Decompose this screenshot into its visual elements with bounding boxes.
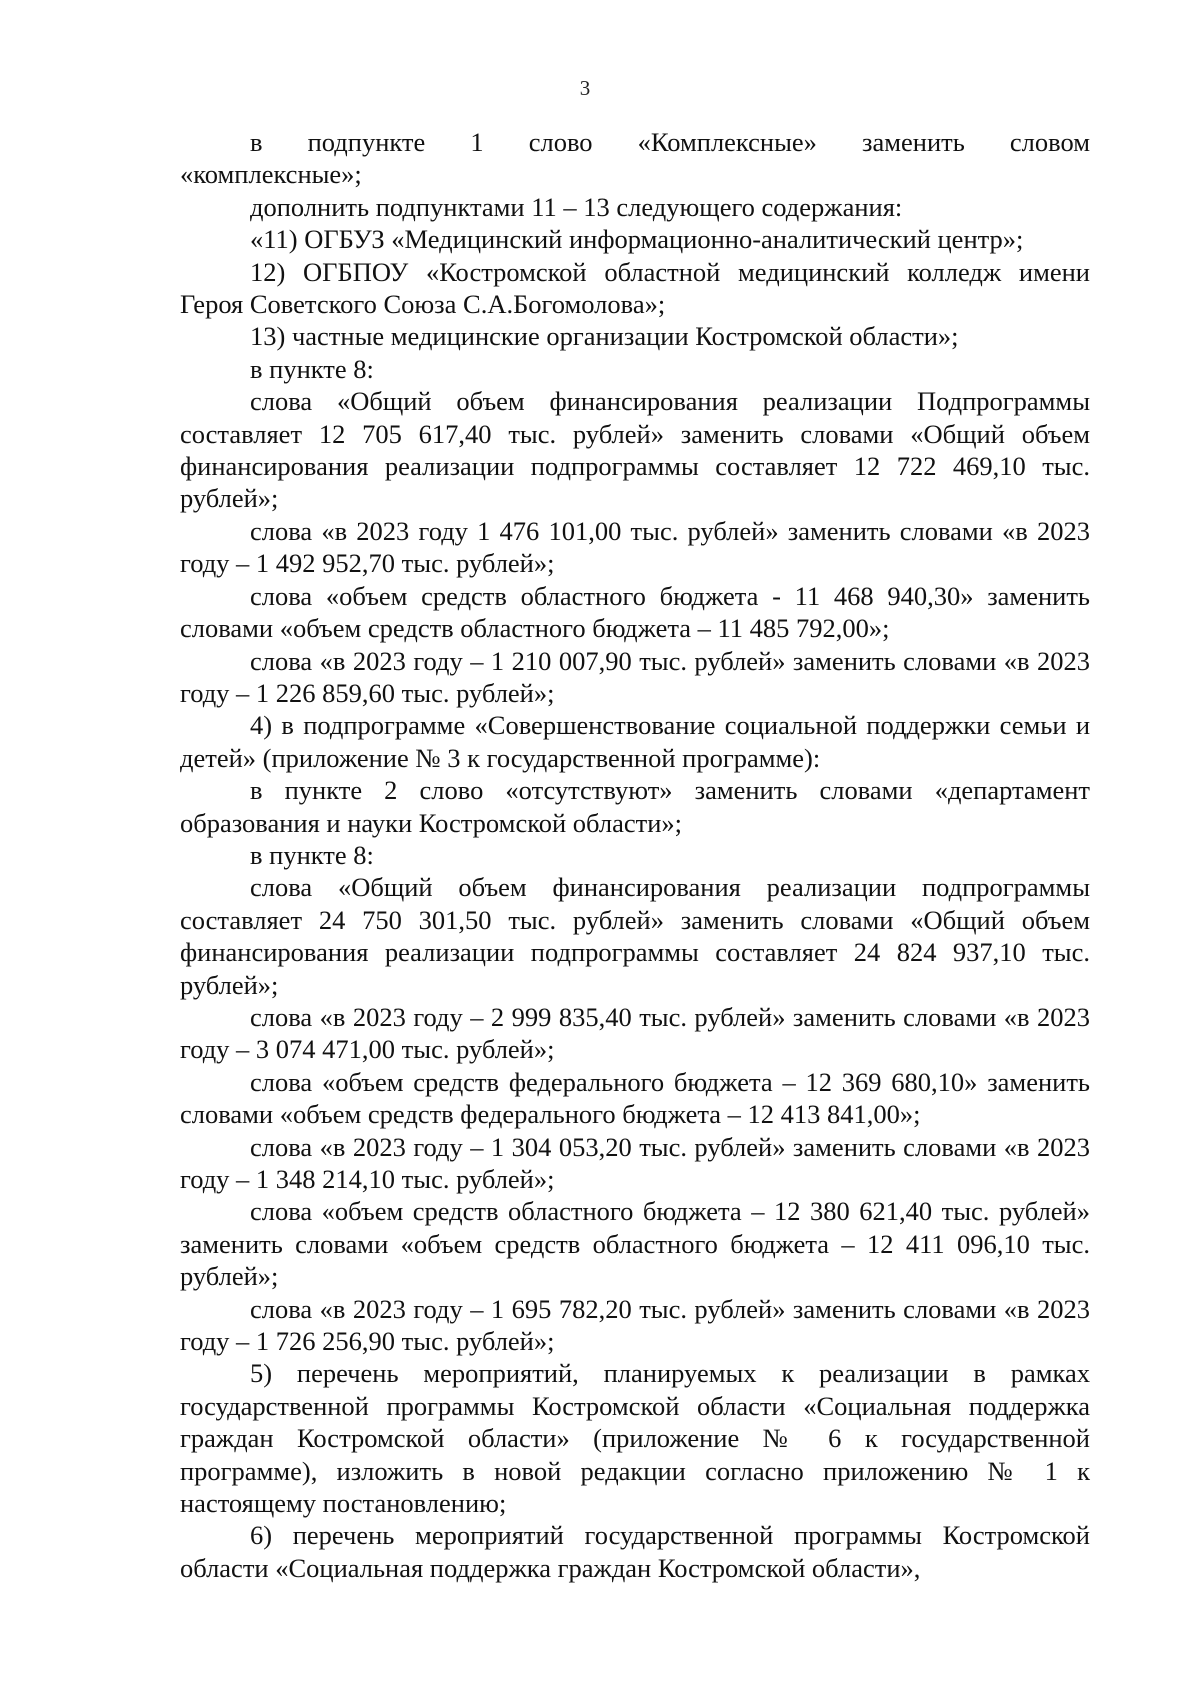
- paragraph-item-1: в подпункте 1 слово «Комплексные» заменить словом «комплексные»;: [180, 127, 1090, 190]
- paragraph-item-20: 5) перечень мероприятий, планируемых к реализации в рамках государственной программы Костромской области «Социальная поддержка граждан Костромской области» (приложение № 6 к государственной программе), изложить в новой редакции согласно приложению № 1 к настоящему постановлению;: [180, 1358, 1090, 1519]
- paragraph-item-4: 12) ОГБПОУ «Костромской областной медицинский колледж имени Героя Советского Союза С.А.Богомолова»;: [180, 256, 1090, 320]
- paragraph-item-12: в пункте 2 слово «отсутствуют» заменить словами «департамент образования и науки Костромской области»;: [180, 775, 1090, 838]
- paragraph-item-16: слова «объем средств федерального бюджета – 12 369 680,10» заменить словами «объем средств федерального бюджета – 12 413 841,00»;: [180, 1066, 1090, 1130]
- paragraph-item-6: в пункте 8:: [250, 353, 374, 384]
- paragraph-item-9: слова «объем средств областного бюджета - 11 468 940,30» заменить словами «объем средств областного бюджета – 11 485 792,00»;: [180, 580, 1090, 644]
- paragraph-item-3: «11) ОГБУЗ «Медицинский информационно-аналитический центр»;: [250, 224, 1024, 255]
- page-number: 3: [579, 76, 591, 100]
- paragraph-item-7: слова «Общий объем финансирования реализации Подпрограммы составляет 12 705 617,40 тыс. рублей» заменить словами «Общий объем финансирования реализации подпрограммы составляет 12 722 469,10 тыс. рублей»;: [180, 386, 1090, 514]
- paragraph-item-14: слова «Общий объем финансирования реализации подпрограммы составляет 24 750 301,50 тыс. рублей» заменить словами «Общий объем финансирования реализации подпрограммы составляет 24 824 937,10 тыс. рублей»;: [180, 872, 1090, 1000]
- paragraph-item-10: слова «в 2023 году – 1 210 007,90 тыс. рублей» заменить словами «в 2023 году – 1 226 859,60 тыс. рублей»;: [180, 645, 1090, 708]
- paragraph-item-11: 4) в подпрограмме «Совершенствование социальной поддержки семьи и детей» (приложение № 3 к государственной программе):: [180, 710, 1090, 773]
- document-body: [180, 126, 1090, 1584]
- paragraph-item-5: 13) частные медицинские организации Костромской области»;: [250, 321, 959, 352]
- paragraph-item-17: слова «в 2023 году – 1 304 053,20 тыс. рублей» заменить словами «в 2023 году – 1 348 214,10 тыс. рублей»;: [180, 1131, 1090, 1194]
- paragraph-item-8: слова «в 2023 году 1 476 101,00 тыс. рублей» заменить словами «в 2023 году – 1 492 952,70 тыс. рублей»;: [180, 515, 1090, 579]
- paragraph-item-2: дополнить подпунктами 11 – 13 следующего содержания:: [250, 191, 903, 222]
- paragraph-item-18: слова «объем средств областного бюджета – 12 380 621,40 тыс. рублей» заменить словами «объем средств областного бюджета – 12 411 096,10 тыс. рублей»;: [180, 1196, 1090, 1292]
- paragraph-item-13: в пункте 8:: [250, 839, 374, 870]
- paragraph-item-19: слова «в 2023 году – 1 695 782,20 тыс. рублей» заменить словами «в 2023 году – 1 726 256,90 тыс. рублей»;: [180, 1293, 1090, 1357]
- paragraph-item-21: 6) перечень мероприятий государственной программы Костромской области «Социальная поддержка граждан Костромской области»,: [180, 1520, 1090, 1583]
- paragraph-item-15: слова «в 2023 году – 2 999 835,40 тыс. рублей» заменить словами «в 2023 году – 3 074 471,00 тыс. рублей»;: [180, 1001, 1090, 1065]
